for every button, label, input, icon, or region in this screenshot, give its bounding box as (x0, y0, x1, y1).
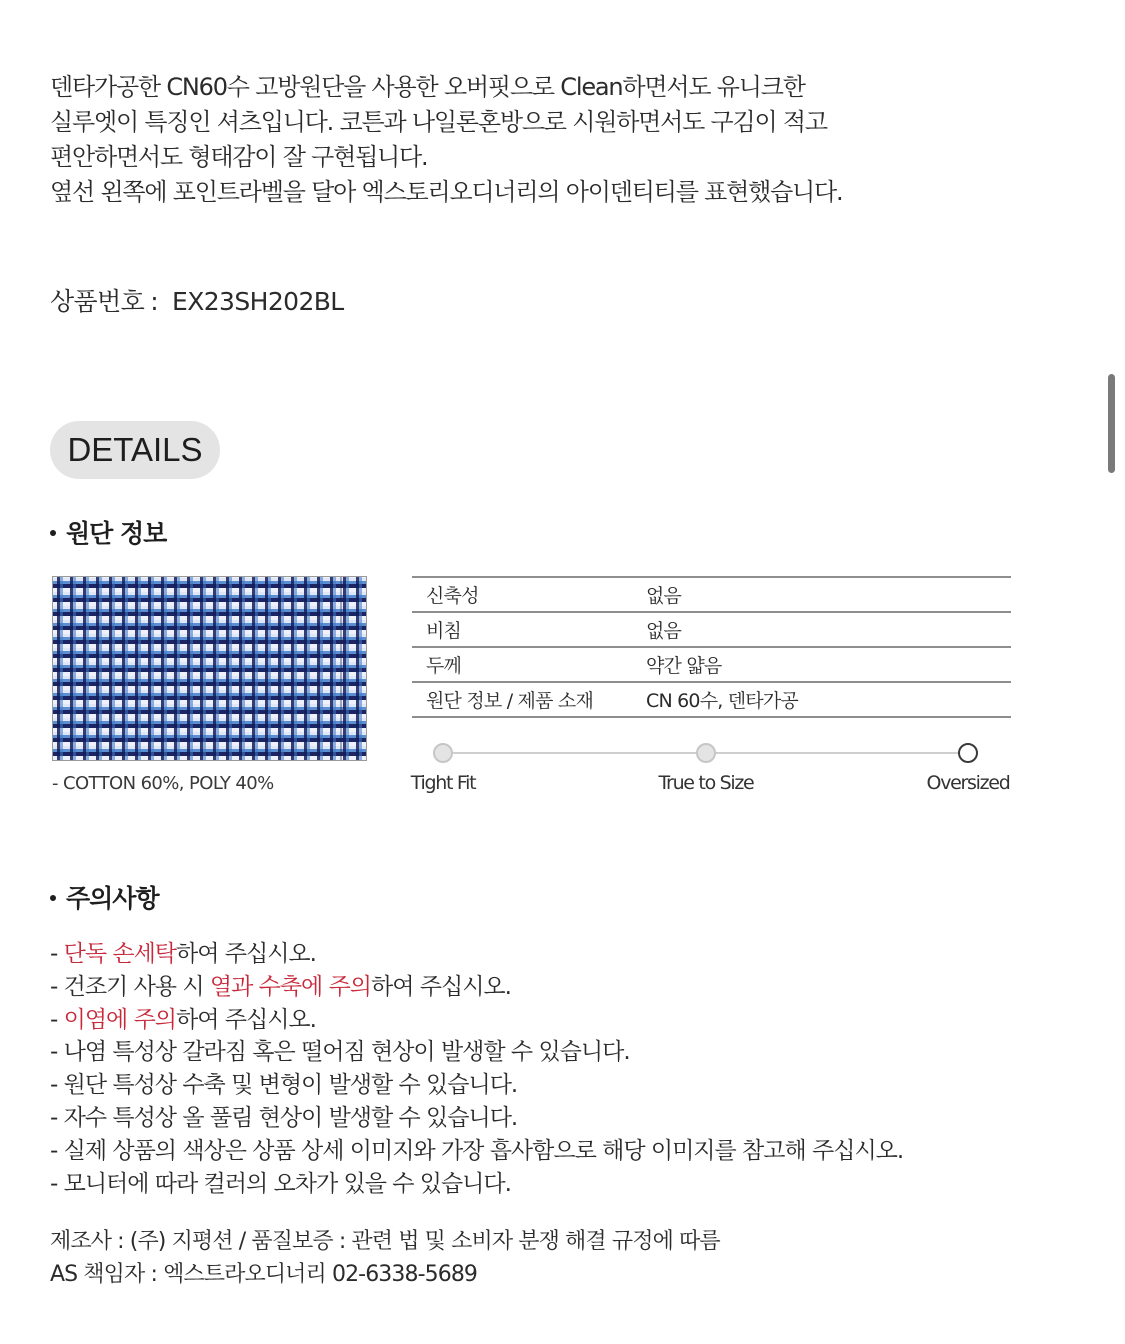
spec-value: CN 60수, 덴타가공 (646, 690, 798, 712)
spec-value: 없음 (646, 585, 682, 607)
spec-value: 없음 (646, 620, 682, 642)
product-description (50, 70, 1050, 210)
care-item (50, 1036, 903, 1069)
care-text: - 실제 상품의 색상은 상품 상세 이미지와 가장 흡사함으로 해당 이미지를 참고해 주십시오. (50, 1137, 904, 1164)
care-item (50, 938, 903, 971)
spec-label: 두께 (426, 655, 462, 677)
fabric-info-heading (50, 514, 166, 550)
spec-row-sheerness (412, 611, 1011, 646)
care-text: - 건조기 사용 시 (50, 973, 210, 1000)
product-code (50, 282, 344, 318)
spec-row-thickness (412, 646, 1011, 681)
care-item (50, 1069, 903, 1102)
care-heading (50, 879, 159, 915)
fit-label-true-to-size: True to Size (658, 772, 754, 794)
fit-label-oversized: Oversized (926, 772, 1010, 794)
vertical-scrollbar-thumb[interactable] (1108, 374, 1115, 473)
spec-row-stretch (412, 576, 1011, 611)
manufacturer-info (50, 1225, 720, 1291)
care-item (50, 1135, 903, 1168)
care-instructions (50, 938, 903, 1200)
care-item (50, 971, 903, 1004)
care-text: - 모니터에 따라 컬러의 오차가 있을 수 있습니다. (50, 1170, 511, 1197)
product-code-label: 상품번호 (50, 287, 145, 316)
care-text: - 원단 특성상 수축 및 변형이 발생할 수 있습니다. (50, 1072, 518, 1099)
care-text: - (50, 1006, 64, 1033)
fit-option-true-indicator (696, 743, 716, 763)
care-text: 하여 주십시오. (176, 1006, 316, 1033)
spec-label: 원단 정보 / 제품 소재 (426, 690, 593, 712)
spec-row-material (412, 681, 1011, 718)
care-text: - (50, 941, 64, 967)
care-text: - 자수 특성상 올 풀림 현상이 발생할 수 있습니다. (50, 1104, 518, 1131)
care-text: - 나염 특성상 갈라짐 혹은 떨어짐 현상이 발생할 수 있습니다. (50, 1039, 630, 1066)
fit-label-tight: Tight Fit (410, 772, 476, 794)
spec-label: 비침 (426, 620, 462, 642)
care-text: 하여 주십시오. (371, 973, 511, 1000)
fit-option-oversized-indicator (958, 743, 978, 763)
fabric-fold-shadow (340, 577, 342, 760)
care-highlight: 단독 손세탁 (63, 941, 177, 967)
fabric-spec-table (412, 576, 1011, 718)
description-line: 덴타가공한 CN60수 고방원단을 사용한 오버핏으로 Clean하면서도 유니크한 (50, 73, 805, 101)
fit-option-tight-indicator (433, 743, 453, 763)
care-highlight: 이염에 주의 (63, 1006, 177, 1033)
bullet-icon (50, 530, 56, 536)
care-text: 하여 주십시오. (176, 941, 316, 967)
care-title: 주의사항 (66, 884, 159, 913)
spec-value: 약간 얇음 (646, 655, 722, 677)
care-item (50, 1168, 903, 1201)
fabric-info-title: 원단 정보 (66, 519, 167, 548)
fabric-composition: - COTTON 60%, POLY 40% (52, 773, 274, 794)
care-item (50, 1102, 903, 1135)
care-item (50, 1004, 903, 1037)
bullet-icon (50, 895, 56, 901)
description-line: 실루엣이 특징인 셔츠입니다. 코튼과 나일론혼방으로 시원하면서도 구김이 적고 (50, 108, 827, 136)
details-badge: DETAILS (50, 421, 220, 479)
product-code-separator: : (150, 287, 159, 316)
description-line: 옆선 왼쪽에 포인트라벨을 달아 엑스토리오디너리의 아이덴티티를 표현했습니다. (50, 178, 843, 206)
product-code-value: EX23SH202BL (172, 287, 344, 316)
spec-label: 신축성 (426, 585, 479, 607)
description-line: 편안하면서도 형태감이 잘 구현됩니다. (50, 143, 428, 171)
as-contact-line: AS 책임자 : 엑스트라오디너리 02-6338-5689 (50, 1262, 478, 1287)
fabric-swatch-image (52, 576, 367, 761)
care-highlight: 열과 수축에 주의 (209, 973, 372, 1000)
manufacturer-line: 제조사 : (주) 지평션 / 품질보증 : 관련 법 및 소비자 분쟁 해결 규정에 따름 (50, 1229, 720, 1254)
